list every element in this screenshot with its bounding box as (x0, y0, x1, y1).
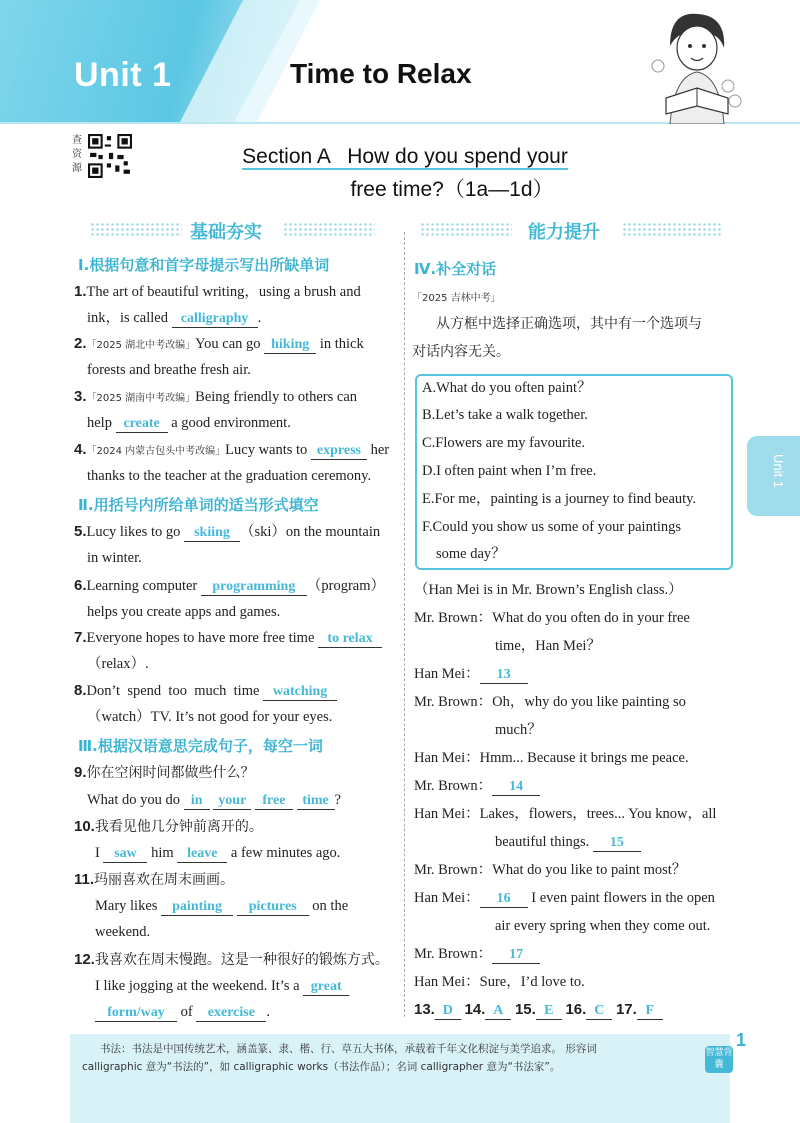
answer-16[interactable]: C (586, 1003, 612, 1020)
dialogue-blank-17[interactable]: 17 (492, 947, 540, 964)
section-title-line1: Section A How do you spend your (242, 145, 568, 168)
q10-blank-2[interactable]: leave (177, 846, 227, 863)
q5-line1: 5.Lucy likes to go skiing （ski）on the mountain (74, 523, 381, 540)
answer-17[interactable]: F (637, 1003, 663, 1020)
q11-en-2: weekend. (95, 924, 151, 940)
section-title-line2: free time?（1a—1d） (350, 178, 554, 201)
q5-line2: in winter. (87, 550, 142, 566)
q6-line1: 6.Learning computer programming （program） (74, 577, 385, 594)
q10-zh: 10.我看见他几分钟前离开的。 (74, 818, 263, 835)
q4-line1: 4.「2024 内蒙古包头中考改编」Lucy wants to express her (74, 441, 390, 458)
option-e: E.For me，painting is a journey to find beauty. (422, 491, 697, 507)
dialogue-line: Han Mei： 16 I even paint flowers in the open (414, 890, 715, 906)
part4-instruction-1: 从方框中选择正确选项，其中有一个选项与 (436, 316, 702, 332)
dialogue-line: Han Mei：Sure，I’d love to. (414, 974, 585, 990)
q9-zh: 9.你在空闲时间都做些什么？ (74, 764, 255, 781)
q8-line2: （watch）TV. It’s not good for your eyes. (87, 709, 333, 725)
q7-line1: 7.Everyone hopes to have more free time to relax (74, 628, 382, 648)
q3-line2: help create a good environment. (87, 415, 291, 431)
dialogue-line: Mr. Brown： 14 (414, 776, 540, 796)
heading-dots-right-a (420, 222, 512, 238)
q4-line2: thanks to the teacher at the graduation ceremony. (87, 468, 372, 484)
option-b: B.Let’s take a walk together. (422, 407, 588, 423)
q11-blank-1[interactable]: painting (161, 899, 233, 916)
answer-15[interactable]: E (536, 1003, 562, 1020)
q3-answer-blank[interactable]: create (116, 416, 168, 433)
q12-en: I like jogging at the weekend. It’s a great (95, 976, 349, 996)
part4-source: 「2025 吉林中考」 (412, 293, 501, 304)
right-column-heading: 能力提升 (528, 222, 600, 243)
dialogue-line: Han Mei：Lakes，flowers，trees... You know，all (414, 806, 717, 822)
q9-blank-1[interactable]: in (184, 793, 210, 810)
page-number: 1 (736, 1030, 747, 1050)
q12-zh: 12.我喜欢在周末慢跑。这是一种很好的锻炼方式。 (74, 951, 389, 968)
answer-row: 13. D 14. A 15. E 16. C 17. F (414, 1000, 663, 1020)
q9-blank-3[interactable]: free (255, 793, 293, 810)
dialogue-line: Mr. Brown：Oh，why do you like painting so (414, 694, 686, 710)
q11-en: Mary likes painting pictures on the (95, 898, 349, 914)
dialogue-line: beautiful things. 15 (495, 832, 641, 852)
dialogue-line: much？ (495, 722, 542, 738)
q8-line1: 8.Don’t spend too much time watching (74, 681, 337, 701)
q2-answer-blank[interactable]: hiking (264, 337, 316, 354)
heading-dots-left-a (90, 222, 182, 238)
option-c: C.Flowers are my favourite. (422, 435, 586, 451)
q12-en-2: form/way of exercise . (95, 1002, 270, 1022)
part3-heading: Ⅲ.根据汉语意思完成句子，每空一词 (78, 737, 323, 755)
dialogue-line: Han Mei： 13 (414, 664, 528, 684)
q7-line2: （relax）. (87, 656, 149, 672)
unit-side-tab-label: Unit 1 (771, 454, 786, 488)
q2-line2: forests and breathe fresh air. (87, 362, 251, 378)
q5-answer-blank[interactable]: skiing (184, 525, 240, 542)
option-f-cont: some day？ (436, 546, 506, 562)
q3-line1: 3.「2025 湖南中考改编」Being friendly to others can (74, 388, 358, 405)
brand-badge: 智慧背囊 (705, 1046, 733, 1073)
q6-answer-blank[interactable]: programming (201, 579, 307, 596)
unit-label: Unit 1 (74, 56, 172, 94)
answer-13[interactable]: D (435, 1003, 461, 1020)
footer-note (82, 1040, 722, 1076)
q9-blank-2[interactable]: your (213, 793, 251, 810)
dialogue-line: Han Mei：Hmm... Because it brings me peace. (414, 750, 689, 766)
q10-en: I saw him leave a few minutes ago. (95, 845, 341, 861)
dialogue-line: air every spring when they come out. (495, 918, 711, 934)
q12-blank-1[interactable]: great (303, 979, 349, 996)
qr-caption: 查资源 (72, 135, 82, 174)
dialogue-blank-16[interactable]: 16 (480, 891, 528, 908)
q4-answer-blank[interactable]: express (311, 443, 367, 460)
dialogue-blank-13[interactable]: 13 (480, 667, 528, 684)
option-f: F.Could you show us some of your paintings (422, 519, 682, 535)
left-column-heading: 基础夯实 (190, 222, 262, 243)
dialogue-line: Mr. Brown：What do you often do in your free (414, 610, 690, 626)
dialogue-blank-15[interactable]: 15 (593, 835, 641, 852)
girl-reading-illustration (640, 6, 750, 124)
q6-line2: helps you create apps and games. (87, 604, 281, 620)
dialogue-line: time，Han Mei？ (495, 638, 601, 654)
q1-line2: ink，is called calligraphy . (87, 310, 262, 326)
option-a: A.What do you often paint？ (422, 380, 592, 396)
q11-blank-2[interactable]: pictures (237, 899, 309, 916)
page-title: Time to Relax (290, 58, 472, 89)
q2-line1: 2.「2025 湖北中考改编」You can go hiking in thick (74, 335, 364, 352)
part4-heading: Ⅳ.补全对话 (414, 260, 497, 278)
footer-note-line1: 书法：书法是中国传统艺术，涵盖篆、隶、楷、行、草五大书体，承载着千年文化积淀与美学追求。 形容词 (100, 1043, 597, 1055)
q1-line1: 1.The art of beautiful writing，using a brush and (74, 283, 361, 300)
q9-en: What do you do in your free time ? (87, 792, 341, 808)
qr-code-icon[interactable] (88, 134, 132, 178)
section-title (180, 140, 630, 206)
q8-answer-blank[interactable]: watching (263, 684, 337, 701)
q7-answer-blank[interactable]: to relax (318, 631, 382, 648)
q10-blank-1[interactable]: saw (103, 846, 147, 863)
dialogue-line: （Han Mei is in Mr. Brown’s English class.） (414, 582, 683, 598)
q12-blank-3[interactable]: exercise (196, 1005, 266, 1022)
option-d: D.I often paint when I’m free. (422, 463, 597, 479)
dialogue-blank-14[interactable]: 14 (492, 779, 540, 796)
dialogue-line: Mr. Brown：What do you like to paint most？ (414, 862, 687, 878)
footer-note-line2: calligraphic 意为“书法的”，如 calligraphic works（书法作品）；名词 calligrapher 意为“书法家”。 (82, 1061, 561, 1073)
q11-zh: 11.玛丽喜欢在周末画画。 (74, 871, 235, 888)
q12-blank-2[interactable]: form/way (95, 1005, 177, 1022)
heading-dots-right-b (622, 222, 722, 238)
q9-blank-4[interactable]: time (297, 793, 335, 810)
q1-answer-blank[interactable]: calligraphy (172, 311, 258, 328)
dialogue-line: Mr. Brown： 17 (414, 944, 540, 964)
heading-dots-left-b (283, 222, 375, 238)
part1-heading: Ⅰ.根据句意和首字母提示写出所缺单词 (78, 256, 330, 274)
answer-14[interactable]: A (485, 1003, 511, 1020)
part2-heading: Ⅱ.用括号内所给单词的适当形式填空 (78, 496, 319, 514)
column-divider (404, 232, 405, 1017)
part4-instruction-2: 对话内容无关。 (412, 344, 510, 360)
